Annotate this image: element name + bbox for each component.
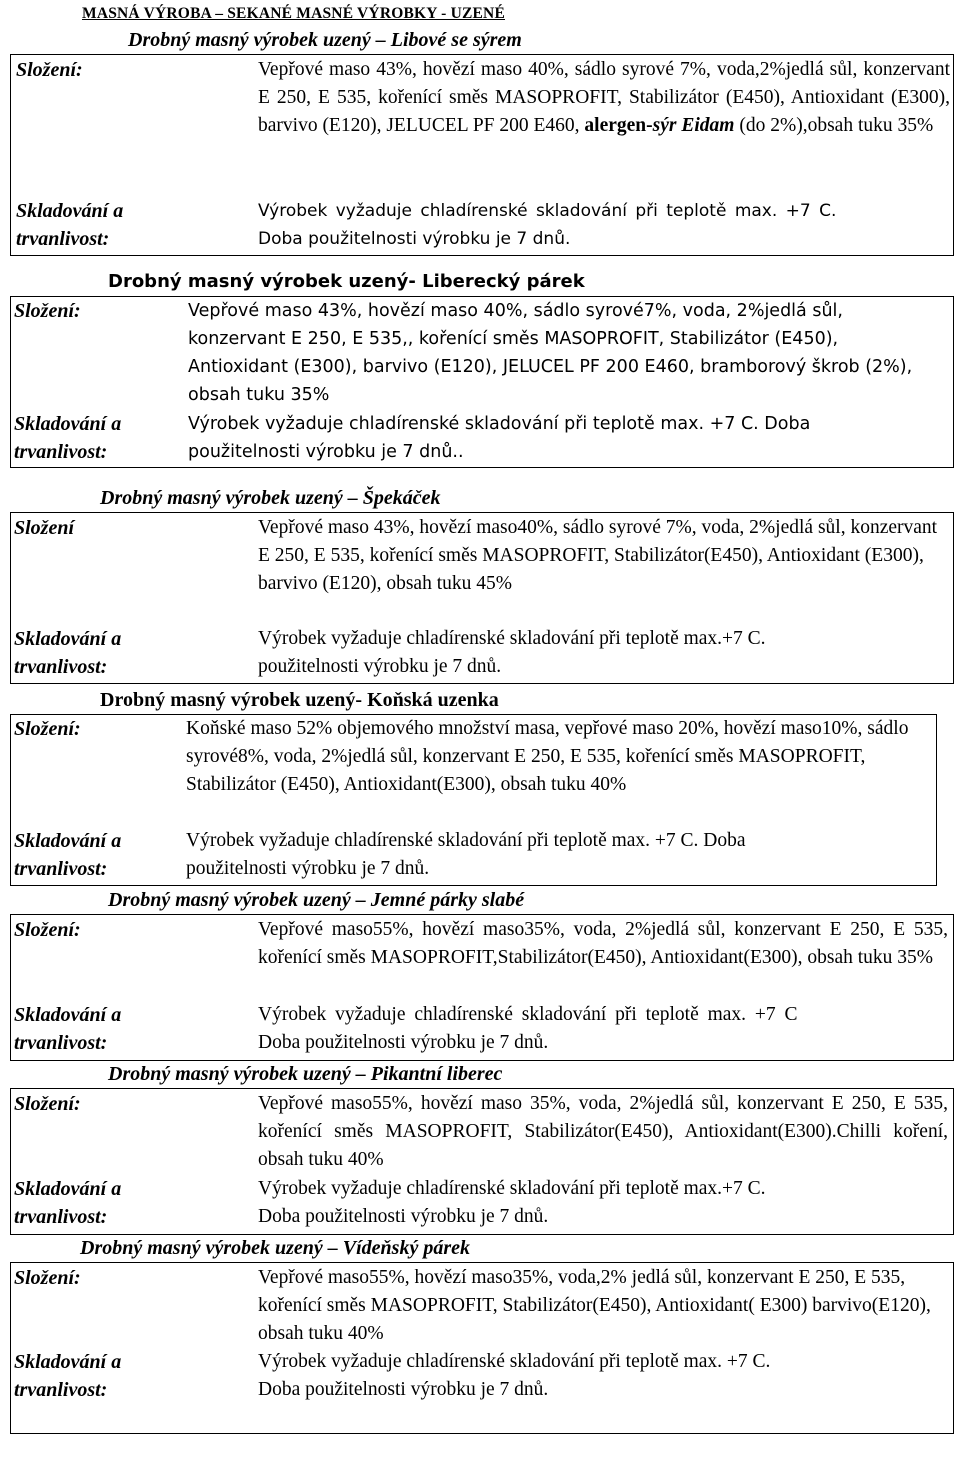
slozeni-label: Složení: [14, 919, 81, 941]
skladovani-label: Skladování a [14, 628, 122, 650]
trvanlivost-text-videnksy: Doba použitelnosti výrobku je 7 dnů. [258, 1379, 549, 1400]
skladovani-text-liberecky: Výrobek vyžaduje chladírenské skladování při teplotě max. +7 C. Doba [188, 414, 811, 434]
trvanlivost-text-pikantni: Doba použitelnosti výrobku je 7 dnů. [258, 1206, 549, 1227]
slozeni-label: Složení: [14, 718, 81, 740]
slozeni-label-plain: Složení [14, 517, 75, 539]
trvanlivost-text-jemne: Doba použitelnosti výrobku je 7 dnů. [258, 1032, 549, 1053]
allergen-cheese: sýr [652, 115, 677, 136]
product-title-liberecky: Drobný masný výrobek uzený- Liberecký párek [108, 271, 585, 292]
allergen-eidam: Eidam [676, 115, 735, 136]
product-title-spekacek: Drobný masný výrobek uzený – Špekáček [100, 487, 441, 509]
skladovani-label: Skladování a [14, 1004, 122, 1026]
slozeni-text-liberecky: Vepřové maso 43%, hovězí maso 40%, sádlo syrové7%, voda, 2%jedlá sůl, konzervant E 250, E 535,, kořenící směs MASOPROFIT, Stabilizátor (E450), Antioxidant (E300), barvivo (E120), JELUCEL PF 200 E460, bramborový škrob (2%), obsah tuku 35% [188, 301, 913, 405]
skladovani-text-konska: Výrobek vyžaduje chladírenské skladování při teplotě max. +7 C. Doba [186, 830, 746, 851]
slozeni-text-pikantni: Vepřové maso55%, hovězí maso 35%, voda, 2%jedlá sůl, konzervant E 250, E 535, kořenící směs MASOPROFIT, Stabilizátor(E450), Antioxidant(E300).Chilli koření, obsah tuku 40% [258, 1093, 948, 1170]
product-title-libove: Drobný masný výrobek uzený – Libové se sýrem [128, 29, 522, 51]
trvanlivost-text-libove: Doba použitelnosti výrobku je 7 dnů. [258, 229, 571, 249]
allergen-label: alergen- [584, 115, 653, 136]
slozeni-text-part: (do 2%),obsah tuku 35% [734, 115, 934, 136]
skladovani-label: Skladování a [14, 413, 122, 435]
trvanlivost-label: trvanlivost: [16, 228, 110, 250]
product-title-jemne: Drobný masný výrobek uzený – Jemné párky slabé [108, 889, 525, 911]
trvanlivost-label: trvanlivost: [14, 441, 108, 463]
trvanlivost-text-spekacek: použitelnosti výrobku je 7 dnů. [258, 656, 502, 677]
slozeni-text-jemne: Vepřové maso55%, hovězí maso35%, voda, 2%jedlá sůl, konzervant E 250, E 535, kořenící směs MASOPROFIT,Stabilizátor(E450), Antioxidant(E300), obsah tuku 35% [258, 919, 948, 968]
slozeni-text-part: Vepřové maso 43%, hovězí maso 40%, sádlo syrové 7%, voda,2%jedlá sůl, konzervant E 250, E 535, kořenící směs MASOPROFIT, Stabilizátor (E450), Antioxidant (E300), barvivo (E120), JELUCEL PF 200 E460, [258, 59, 950, 136]
skladovani-label: Skladování a [14, 830, 122, 852]
trvanlivost-text-liberecky: použitelnosti výrobku je 7 dnů.. [188, 442, 464, 462]
slozeni-text-spekacek: Vepřové maso 43%, hovězí maso40%, sádlo syrové 7%, voda, 2%jedlá sůl, konzervant E 250, E 535, kořenící směs MASOPROFIT, Stabilizátor(E450), Antioxidant (E300), barvivo (E120), obsah tuku 45% [258, 517, 938, 594]
slozeni-text-libove [258, 56, 950, 140]
skladovani-text-videnksy: Výrobek vyžaduje chladírenské skladování při teplotě max. +7 C. [258, 1351, 771, 1372]
trvanlivost-label: trvanlivost: [14, 656, 108, 678]
slozeni-label: Složení: [14, 300, 81, 322]
trvanlivost-label: trvanlivost: [14, 858, 108, 880]
skladovani-label: Skladování a [14, 1351, 122, 1373]
trvanlivost-label: trvanlivost: [14, 1379, 108, 1401]
trvanlivost-text-konska: použitelnosti výrobku je 7 dnů. [186, 858, 430, 879]
document-title: MASNÁ VÝROBA – SEKANÉ MASNÉ VÝROBKY - UZENÉ [82, 5, 505, 22]
slozeni-text-videnksy: Vepřové maso55%, hovězí maso35%, voda,2% jedlá sůl, konzervant E 250, E 535, kořenící směs MASOPROFIT, Stabilizátor(E450), Antioxidant( E300) barvivo(E120), obsah tuku 40% [258, 1267, 931, 1344]
skladovani-text-spekacek: Výrobek vyžaduje chladírenské skladování při teplotě max.+7 C. [258, 628, 766, 649]
trvanlivost-label: trvanlivost: [14, 1206, 108, 1228]
skladovani-text-libove: Výrobek vyžaduje chladírenské skladování při teplotě max. +7 C. [258, 201, 837, 221]
slozeni-label: Složení: [14, 1267, 81, 1289]
skladovani-label: Skladování a [16, 200, 124, 222]
slozeni-text-konska: Koňské maso 52% objemového množství masa, vepřové maso 20%, hovězí maso10%, sádlo syrové8%, voda, 2%jedlá sůl, konzervant E 250, E 535, kořenící směs MASOPROFIT, Stabilizátor (E450), Antioxidant(E300), obsah tuku 40% [186, 718, 909, 795]
skladovani-label: Skladování a [14, 1178, 122, 1200]
product-title-pikantni: Drobný masný výrobek uzený – Pikantní liberec [108, 1063, 503, 1085]
product-title-videnksy: Drobný masný výrobek uzený – Vídeňský párek [80, 1237, 470, 1259]
trvanlivost-label: trvanlivost: [14, 1032, 108, 1054]
skladovani-text-pikantni: Výrobek vyžaduje chladírenské skladování při teplotě max.+7 C. [258, 1178, 766, 1199]
product-title-konska: Drobný masný výrobek uzený- Koňská uzenka [100, 689, 499, 711]
skladovani-text-jemne: Výrobek vyžaduje chladírenské skladování při teplotě max. +7 C [258, 1004, 798, 1025]
slozeni-label: Složení: [14, 1093, 81, 1115]
slozeni-label: Složení: [16, 59, 83, 81]
